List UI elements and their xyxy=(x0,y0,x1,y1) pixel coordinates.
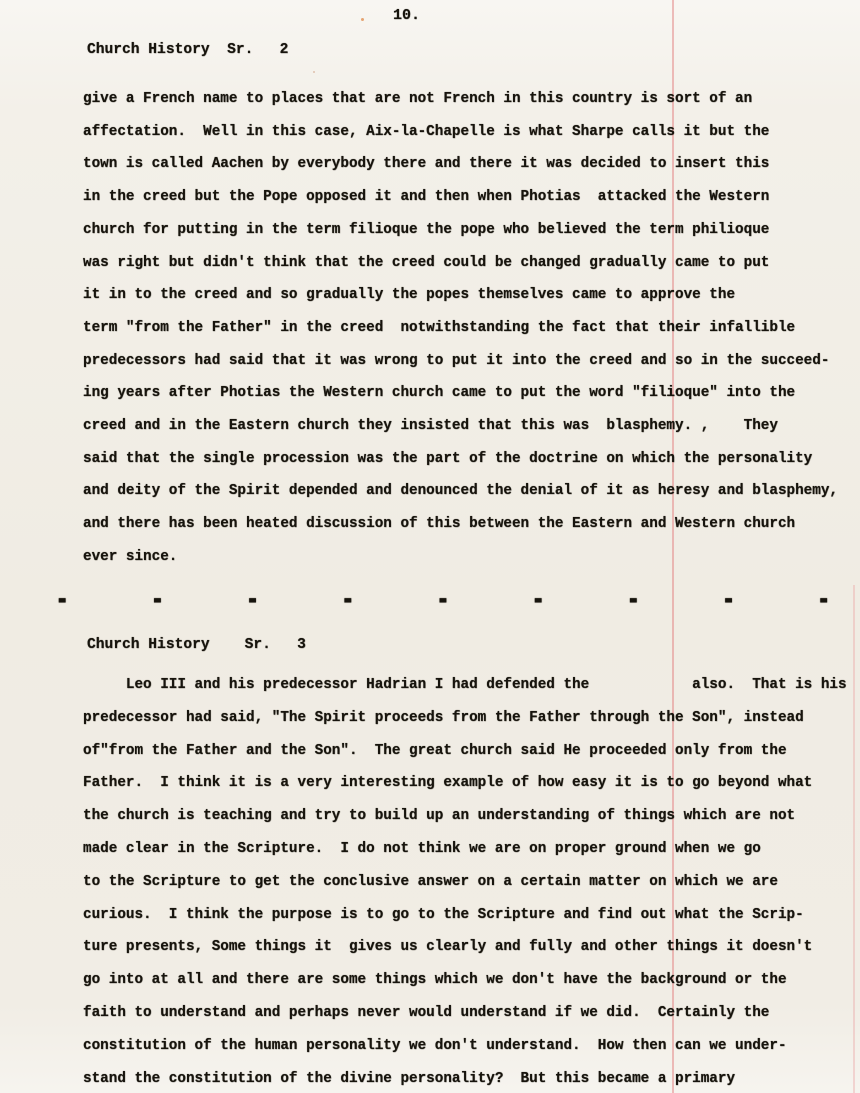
typed-line: said that the single procession was the part of the doctrine on which the personality xyxy=(83,450,813,467)
typed-line: affectation. Well in this case, Aix-la-Chapelle is what Sharpe calls it but the xyxy=(83,123,770,140)
typed-line: was right but didn't think that the creed could be changed gradually came to put xyxy=(83,254,770,271)
typed-line: ever since. xyxy=(83,548,178,565)
typed-line: ture presents, Some things it gives us clearly and fully and other things it doesn't xyxy=(83,939,813,956)
divider-dash: - xyxy=(150,581,165,622)
typed-line: faith to understand and perhaps never would understand if we did. Certainly the xyxy=(83,1004,770,1021)
typed-line: made clear in the Scripture. I do not think we are on proper ground when we go xyxy=(83,840,761,857)
section-2-heading: Church History Sr. 3 xyxy=(87,637,306,653)
divider-dash: - xyxy=(55,581,70,622)
typed-line: constitution of the human personality we don't understand. How then can we under- xyxy=(83,1037,787,1054)
typed-line: in the creed but the Pope opposed it and then when Photias attacked the Western xyxy=(83,189,770,206)
divider-dash: - xyxy=(245,581,260,622)
typed-line: creed and in the Eastern church they insisted that this was blasphemy. , They xyxy=(83,418,778,435)
typed-line: give a French name to places that are not French in this country is sort of an xyxy=(83,91,753,107)
typed-line: and there has been heated discussion of this between the Eastern and Western church xyxy=(83,516,796,533)
divider-dash: - xyxy=(530,581,546,622)
typed-line: the church is teaching and try to build up an understanding of things which are not xyxy=(83,808,796,825)
divider-dash: - xyxy=(435,581,451,622)
typed-line: of"from the Father and the Son". The great church said He proceeded only from the xyxy=(83,742,787,759)
typed-line: stand the constitution of the divine personality? But this became a primary xyxy=(83,1070,736,1087)
typed-line: it in to the creed and so gradually the popes themselves came to approve the xyxy=(83,287,736,304)
right-edge-margin-line xyxy=(853,585,855,1093)
typed-line: and deity of the Spirit depended and denounced the denial of it as heresy and blasphemy, xyxy=(83,483,838,500)
paper-speck xyxy=(313,71,315,73)
section-2-body xyxy=(83,669,850,1093)
typed-line: predecessor had said, "The Spirit proceeds from the Father through the Son", instead xyxy=(83,709,804,726)
typed-line: church for putting in the term filioque the pope who believed the term philioque xyxy=(83,221,770,238)
typed-line: predecessors had said that it was wrong to put it into the creed and so in the succeed- xyxy=(83,352,830,369)
divider-dash: - xyxy=(626,581,641,622)
section-1-body xyxy=(83,83,850,574)
section-1-heading: Church History Sr. 2 xyxy=(87,42,289,58)
typed-line: Father. I think it is a very interesting example of how easy it is to go beyond what xyxy=(83,775,813,792)
page-number: 10. xyxy=(393,7,421,24)
divider-dash: - xyxy=(721,581,736,622)
typed-line: curious. I think the purpose is to go to the Scripture and find out what the Scrip- xyxy=(83,906,804,923)
dash-divider xyxy=(55,581,831,622)
typed-line: Leo III and his predecessor Hadrian I had defended the also. That is his xyxy=(83,677,847,693)
typed-line: to the Scripture to get the conclusive answer on a certain matter on which we are xyxy=(83,873,778,890)
typed-line: go into at all and there are some things which we don't have the background or the xyxy=(83,972,787,989)
paper-speck xyxy=(361,18,364,21)
typed-line: town is called Aachen by everybody there and there it was decided to insert this xyxy=(83,156,770,173)
divider-dash: - xyxy=(340,581,355,622)
typed-line: ing years after Photias the Western church came to put the word "filioque" into the xyxy=(83,385,796,402)
divider-dash: - xyxy=(816,581,831,622)
typed-line: term "from the Father" in the creed notwithstanding the fact that their infallible xyxy=(83,319,796,336)
